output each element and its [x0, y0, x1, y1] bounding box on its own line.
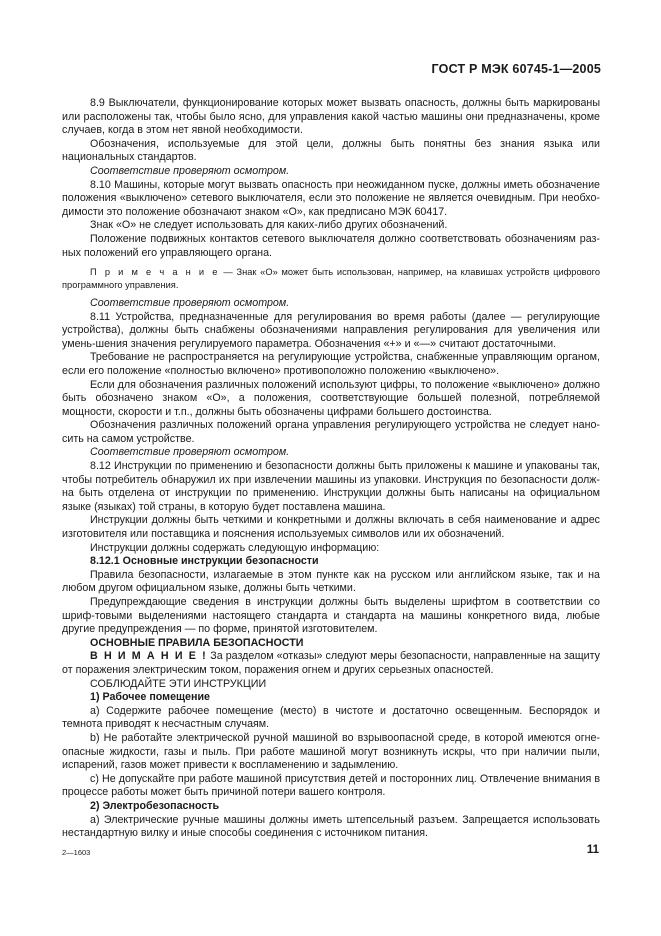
page-number: 11: [586, 844, 599, 856]
paragraph: Обозначения различных положений органа управления регулирующего устройства не следует нано-сить на самом устройстве.: [62, 419, 600, 445]
attention-paragraph: [62, 650, 600, 677]
paragraph: Инструкции должны быть четкими и конкретными и должны включать в себя наименование и адрес изготовителя или поставщика и пояснения используемых символов или их обозначений.: [62, 514, 600, 541]
paragraph-8-11: 8.11 Устройства, предназначенные для регулирования во время работы (далее — регулирующие устройства), должны быть снабжены обозначениями направления регулирования для увеличения или умень-шения значения регулируемого параметра. Обозначения «+» и «—» считают достаточными.: [62, 310, 600, 350]
paragraph-8-12: 8.12 Инструкции по применению и безопасности должны быть приложены к машине и упакованы так, чтобы потребитель обнаружил их при извлечении машины из упаковки. Инструкция по безопасности долж-на быть отделена от инструкции по применению. Инструкции должны быть написаны на официальном языке (языках) той страны, в которую будет поставлена машина.: [62, 460, 600, 513]
attention-text: За разделом «отказы» следуют меры безопасности, направленные на защиту от поражения электрическим током, поражения огнем и других серьезных опасностей.: [62, 650, 601, 676]
subheading-electrical-safety: 2) Электробезопасность: [90, 799, 220, 812]
compliance-check: Соответствие проверяют осмотром.: [90, 446, 290, 459]
subheading-work-area: 1) Рабочее помещение: [90, 691, 210, 704]
keep-instructions-heading: СОБЛЮДАЙТЕ ЭТИ ИНСТРУКЦИИ: [90, 677, 267, 690]
compliance-check: Соответствие проверяют осмотром.: [90, 164, 290, 177]
safety-rules-heading: ОСНОВНЫЕ ПРАВИЛА БЕЗОПАСНОСТИ: [90, 636, 304, 649]
paragraph-8-9: 8.9 Выключатели, функционирование которых может вызвать опасность, должны быть маркированы или расположены так, чтобы было ясно, для управления какой частью машины они предназначены, кроме случаев, когда в этом нет явной необходимости.: [62, 97, 600, 137]
item-b: b) Не работайте электрической ручной машиной во взрывоопасной среде, в которой имеются огне-опасные жидкости, газы и пыль. При работе машиной могут возникнуть искры, что при наличии пыли, испарений, газов может привести к воспламенению и задымлению.: [62, 731, 600, 772]
footer-code: 2—1603: [62, 848, 91, 857]
note-label: П р и м е ч а н и е: [90, 267, 220, 278]
item-a: а) Электрические ручные машины должны иметь штепсельный разъем. Запрещается использовать нестандартную вилку и иные способы соединения с источником питания.: [62, 813, 600, 840]
document-body: [62, 97, 600, 841]
paragraph: Положение подвижных контактов сетевого выключателя должно соответствовать обозначениям раз-ных положений его управляющего органа.: [62, 232, 600, 259]
paragraph: Требование не распространяется на регулирующие устройства, снабженные управляющим органом, если его положение «полностью включено» противоположно положению «выключено».: [62, 351, 600, 377]
paragraph: Если для обозначения различных положений используют цифры, то положение «выключено» должно быть обозначено знаком «О», а положения, соответствующие большей полезной, потребляемой мощности, скорости и т.п., должны быть обозначены цифрами большего достоинства.: [62, 378, 600, 418]
attention-label: В Н И М А Н И Е !: [90, 650, 208, 663]
section-heading-8-12-1: 8.12.1 Основные инструкции безопасности: [90, 555, 319, 568]
document-header: ГОСТ Р МЭК 60745-1—2005: [431, 62, 601, 76]
note-text: — Знак «О» может быть использован, например, на клавишах устройств цифрового программного управления.: [62, 267, 600, 290]
paragraph: Предупреждающие сведения в инструкции должны быть выделены шрифтом в соответствии со шриф-товыми выделениями настоящего стандарта и стандарта на машины конкретного вида, любые другие предупреждения — по форме, принятой изготовителем.: [62, 596, 600, 636]
note: [62, 266, 600, 291]
paragraph: Знак «О» не следует использовать для каких-либо других обозначений.: [90, 219, 448, 232]
paragraph-8-10: 8.10 Машины, которые могут вызвать опасность при неожиданном пуске, должны иметь обозначение положения «выключено» сетевого выключателя, если это положение не является очевидным. При необхо-димости это положение обозначают знаком «О», как предписано МЭК 60417.: [62, 178, 600, 218]
paragraph: Обозначения, используемые для этой цели, должны быть понятны без знания языка или национальных стандартов.: [62, 137, 600, 164]
item-c: c) Не допускайте при работе машиной присутствия детей и посторонних лиц. Отвлечение внимания в процессе работы может быть причиной потери вашего контроля.: [62, 772, 600, 799]
paragraph: Правила безопасности, излагаемые в этом пункте как на русском или английском языке, так и на любом другом официальном языке, должны быть четкими.: [62, 568, 600, 595]
compliance-check: Соответствие проверяют осмотром.: [90, 296, 290, 309]
item-a: а) Содержите рабочее помещение (место) в чистоте и достаточно освещенным. Беспорядок и темнота приводят к несчастным случаям.: [62, 704, 600, 731]
paragraph: Инструкции должны содержать следующую информацию:: [90, 541, 380, 554]
